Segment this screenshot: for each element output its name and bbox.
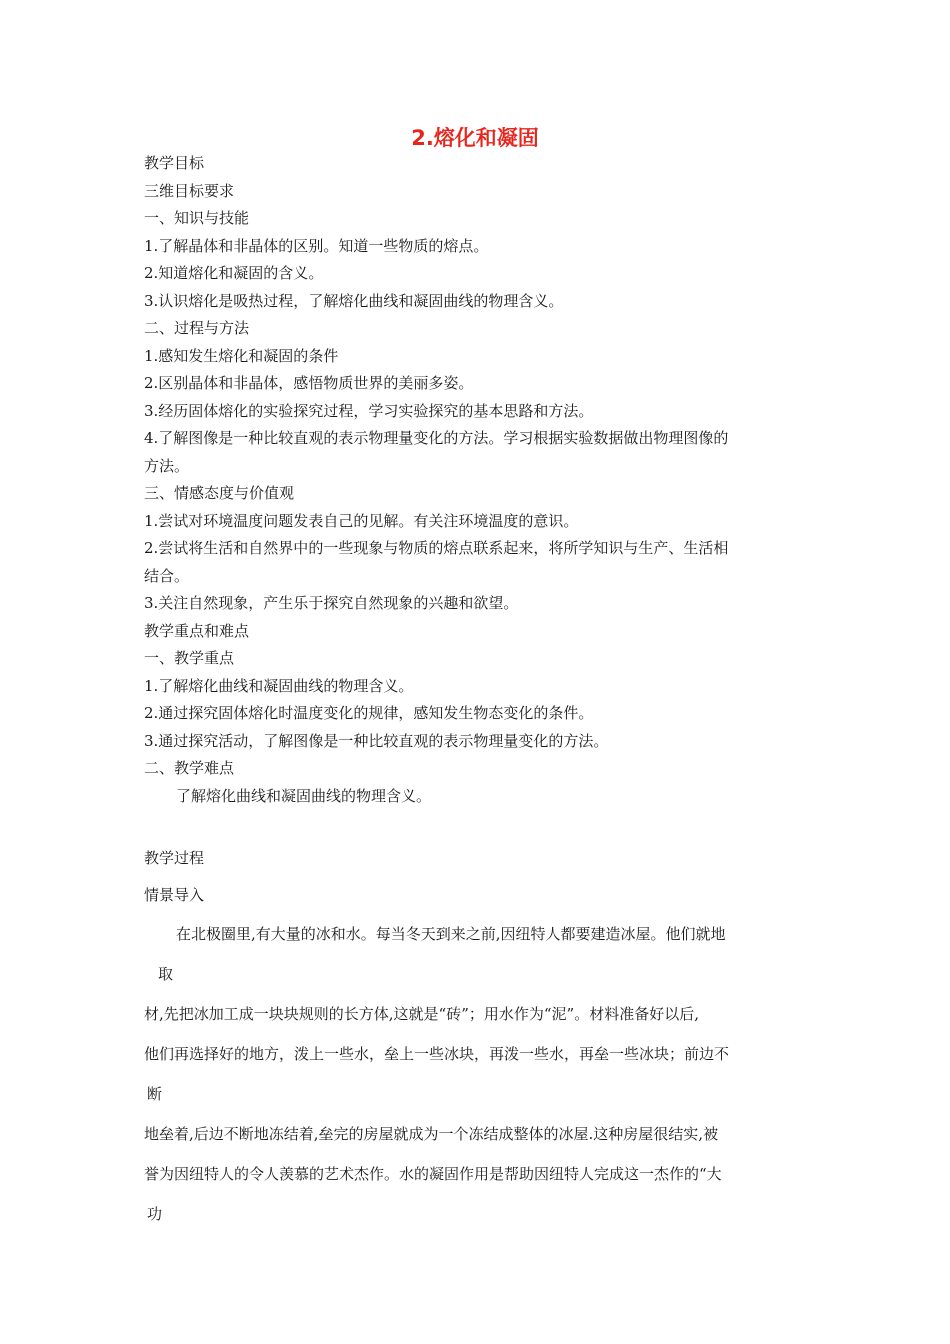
list-item: 1.尝试对环境温度问题发表自己的见解。有关注环境温度的意识。	[144, 511, 579, 530]
list-item: 1.了解晶体和非晶体的区别。知道一些物质的熔点。	[144, 236, 489, 255]
list-item: 3.关注自然现象，产生乐于探究自然现象的兴趣和欲望。	[144, 594, 519, 612]
list-item: 1.感知发生熔化和凝固的条件	[144, 346, 339, 365]
paragraph-line: 在北极圈里,有大量的冰和水。每当冬天到来之前,因纽特人都要建造冰屋。他们就地	[176, 925, 726, 943]
heading-scene-intro: 情景导入	[144, 886, 205, 904]
paragraph-line: 材,先把冰加工成一块块规则的长方体,这就是“砖”；用水作为“泥”。材料准备好以后,	[144, 1005, 699, 1023]
list-item: 2.通过探究固体熔化时温度变化的规律，感知发生物态变化的条件。	[144, 704, 594, 722]
paragraph-line: 功	[147, 1205, 163, 1223]
list-item: 1.了解熔化曲线和凝固曲线的物理含义。	[144, 676, 414, 695]
list-item-continued: 结合。	[144, 566, 190, 585]
section-process-method: 二、过程与方法	[144, 319, 250, 337]
paragraph-line: 誉为因纽特人的令人羡慕的艺术杰作。水的凝固作用是帮助因纽特人完成这一杰作的“大	[144, 1165, 722, 1183]
heading-teaching-process: 教学过程	[144, 849, 205, 867]
section-difficulties: 二、教学难点	[144, 759, 235, 777]
list-item: 3.认识熔化是吸热过程，了解熔化曲线和凝固曲线的物理含义。	[144, 291, 564, 310]
list-item: 2.知道熔化和凝固的含义。	[144, 264, 324, 282]
list-item: 4.了解图像是一种比较直观的表示物理量变化的方法。学习根据实验数据做出物理图像的	[144, 429, 729, 447]
document-title: 2.熔化和凝固	[411, 126, 539, 150]
difficulty-text: 了解熔化曲线和凝固曲线的物理含义。	[176, 786, 432, 805]
heading-key-points: 教学重点和难点	[144, 621, 250, 640]
spacer	[144, 810, 814, 840]
paragraph-line: 地垒着,后边不断地冻结着,垒完的房屋就成为一个冻结成整体的冰屋.这种房屋很结实,被	[144, 1125, 719, 1143]
list-item: 3.通过探究活动，了解图像是一种比较直观的表示物理量变化的方法。	[144, 731, 609, 750]
section-emotion-values: 三、情感态度与价值观	[144, 484, 295, 502]
heading-three-dim-goals: 三维目标要求	[144, 181, 235, 200]
document-body	[144, 150, 814, 1234]
section-knowledge-skills: 一、知识与技能	[144, 209, 250, 227]
list-item-continued: 方法。	[144, 456, 190, 475]
paragraph-line: 取	[158, 965, 174, 983]
paragraph-line: 他们再选择好的地方，泼上一些水，垒上一些冰块，再泼一些水，再垒一些冰块；前边不	[144, 1045, 730, 1063]
paragraph-line: 断	[147, 1085, 163, 1103]
section-key-points: 一、教学重点	[144, 649, 235, 667]
heading-teaching-goals: 教学目标	[144, 154, 205, 172]
list-item: 2.区别晶体和非晶体，感悟物质世界的美丽多姿。	[144, 374, 474, 392]
list-item: 2.尝试将生活和自然界中的一些现象与物质的熔点联系起来，将所学知识与生产、生活相	[144, 539, 729, 557]
list-item: 3.经历固体熔化的实验探究过程，学习实验探究的基本思路和方法。	[144, 401, 594, 420]
